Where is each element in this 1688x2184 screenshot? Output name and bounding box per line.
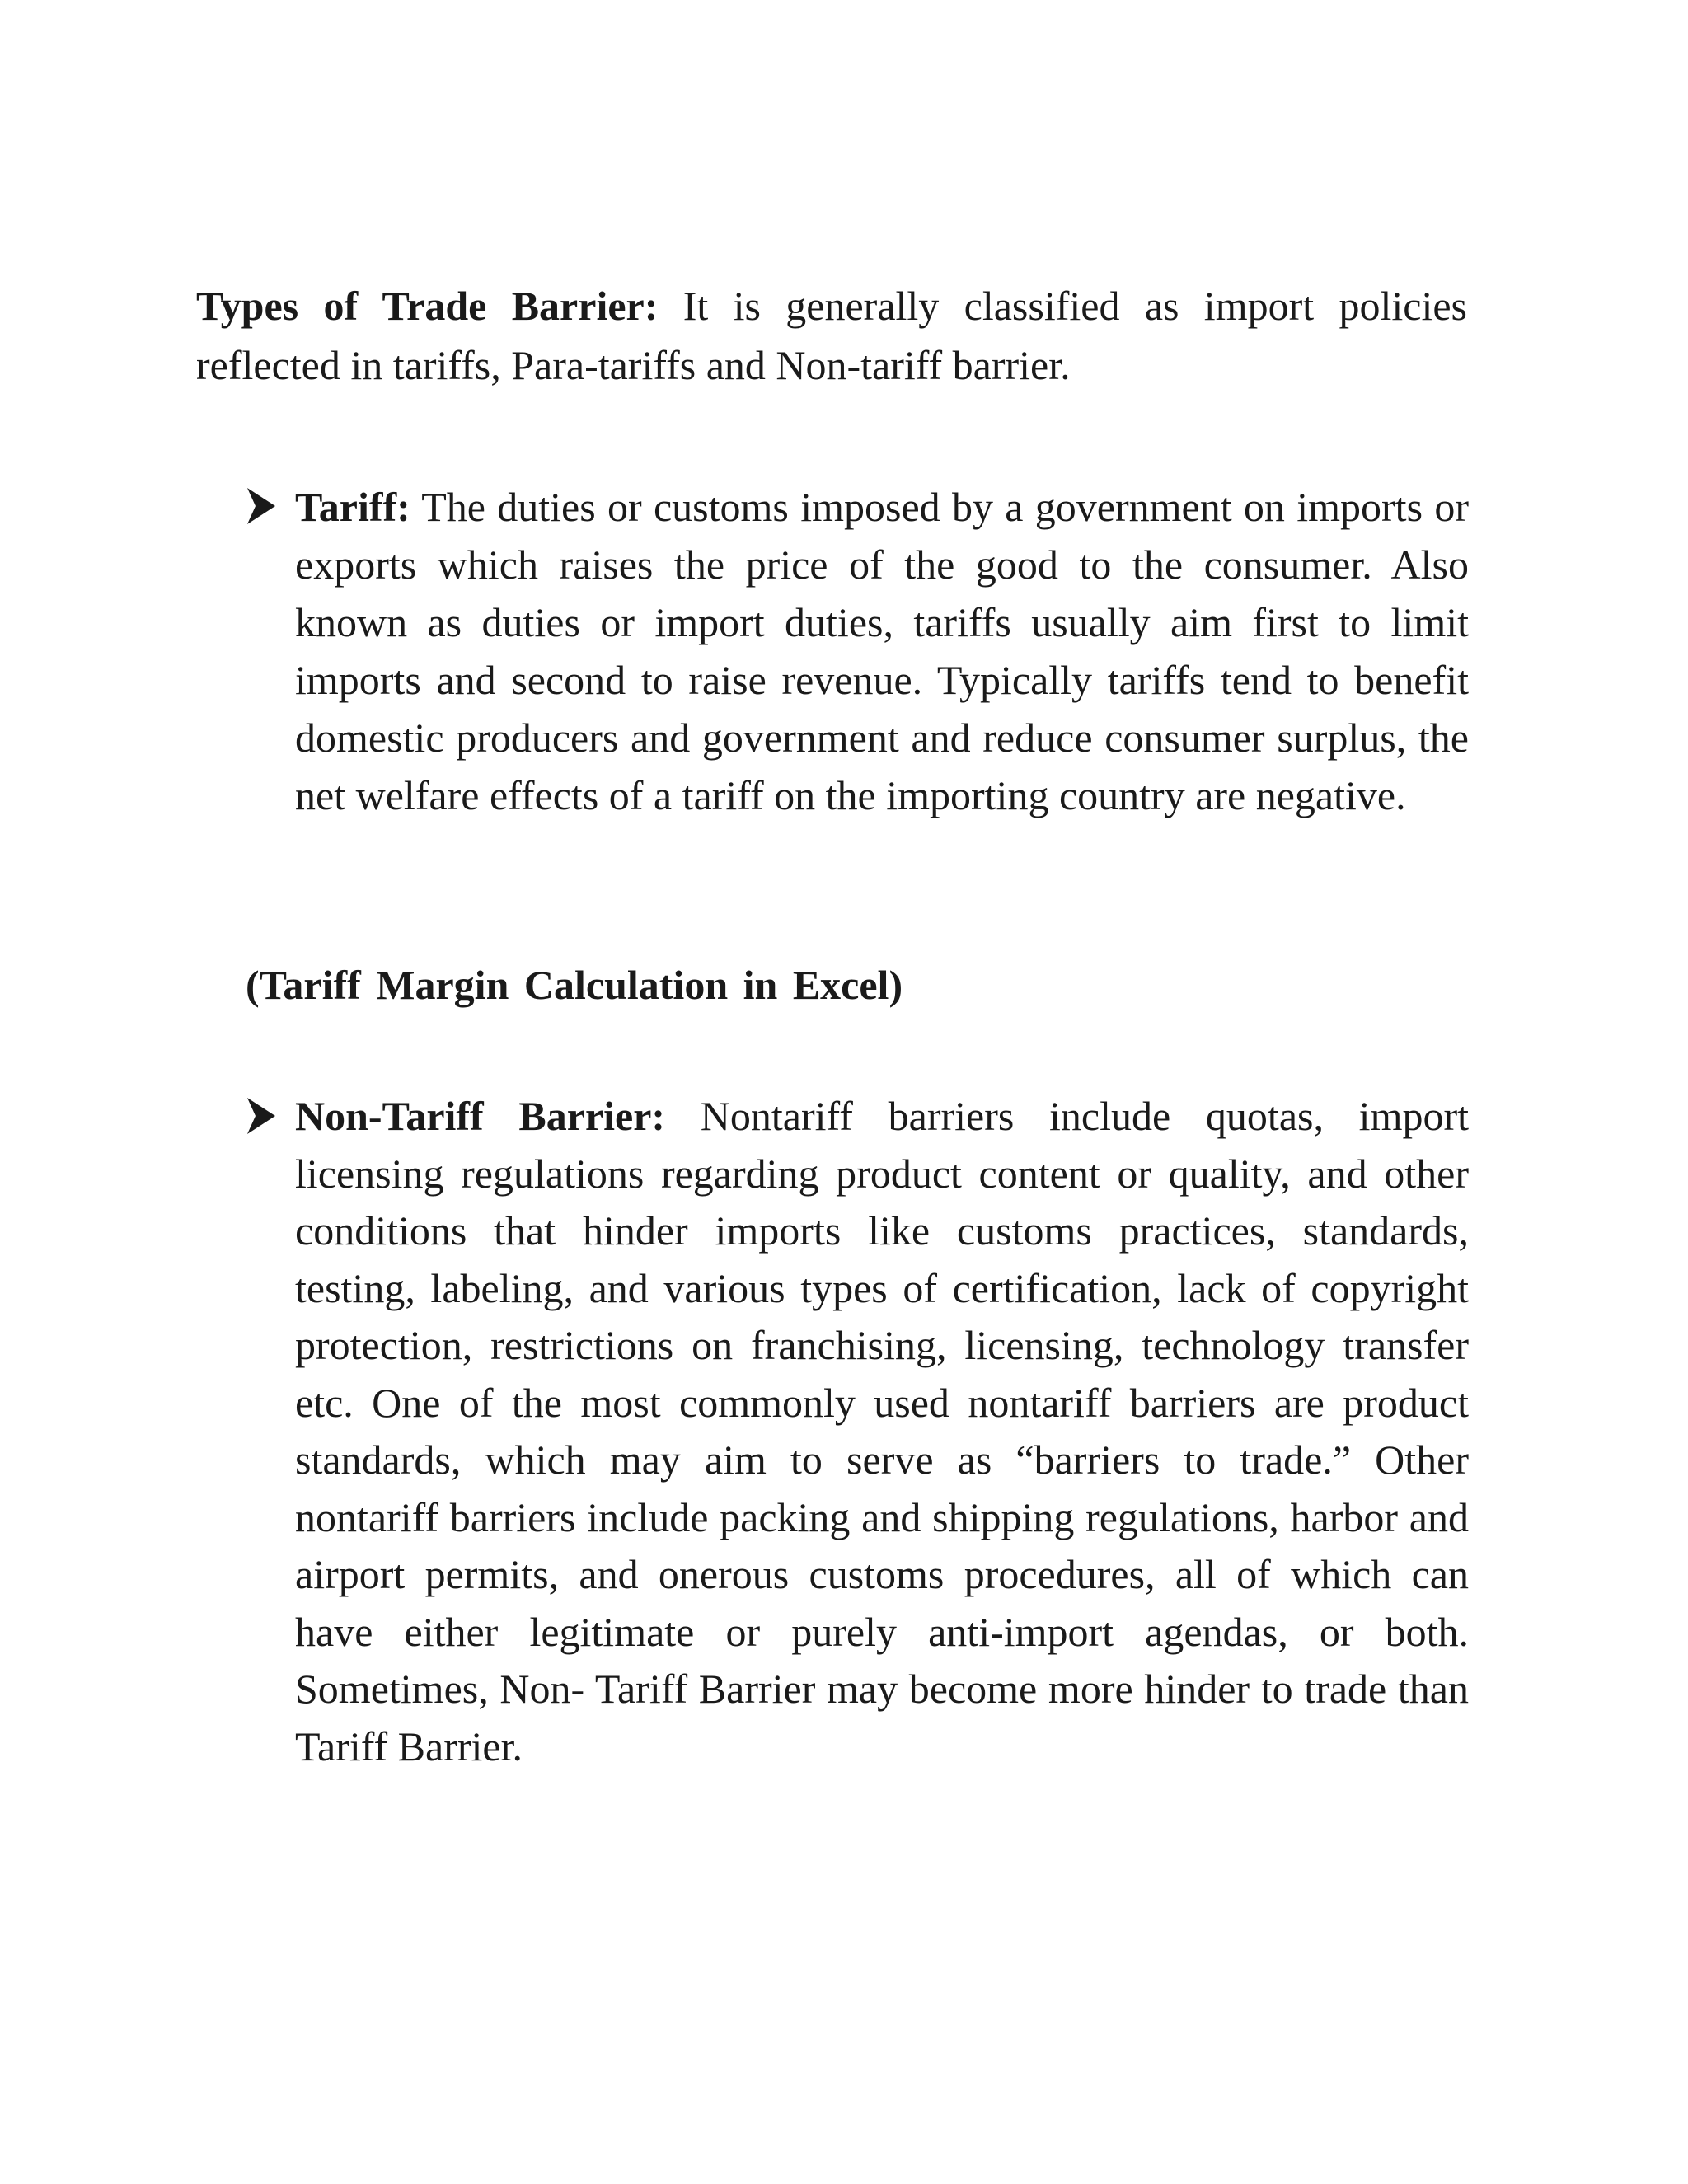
arrowhead-bullet-icon	[246, 483, 279, 529]
intro-text: It is generally classified as import policies reflected in tariffs, Para-tariffs and Non-tariff barrier.	[196, 283, 1467, 388]
bullet-non-tariff-body: Nontariff barriers include quotas, import licensing regulations regarding product content or quality, and other conditions that hinder imports like customs practices, standards, testing, labeling, and various types of certification, lack of copyright protection, restrictions on franchising, licensing, technology transfer etc. One of the most commonly used nontariff barriers are product standards, which may aim to serve as “barriers to trade.” Other nontariff barriers include packing and shipping regulations, harbor and airport permits, and onerous customs procedures, all of which can have either legitimate or purely anti-import agendas, or both. Sometimes, Non- Tariff Barrier may become more hinder to trade than Tariff Barrier.	[295, 1093, 1470, 1769]
intro-term: Types of Trade Barrier:	[196, 283, 659, 329]
bullet-tariff-text	[295, 478, 1469, 824]
bullet-non-tariff	[246, 1088, 1469, 1775]
bullet-non-tariff-text	[295, 1088, 1469, 1775]
arrowhead-bullet-icon	[246, 1093, 279, 1139]
bullet-tariff-body: The duties or customs imposed by a government on imports or exports which raises the price of the good to the consumer. Also known as duties or import duties, tariffs usually aim first to limit imports and second to raise revenue. Typically tariffs tend to benefit domestic producers and government and reduce consumer surplus, the net welfare effects of a tariff on the importing country are negative.	[295, 484, 1469, 818]
bullet-non-tariff-term: Non-Tariff Barrier:	[295, 1093, 666, 1139]
section-subheading: (Tariff Margin Calculation in Excel)	[246, 962, 903, 1008]
bullet-tariff	[246, 478, 1469, 824]
bullet-tariff-term: Tariff:	[295, 484, 410, 530]
intro-paragraph	[196, 276, 1467, 395]
